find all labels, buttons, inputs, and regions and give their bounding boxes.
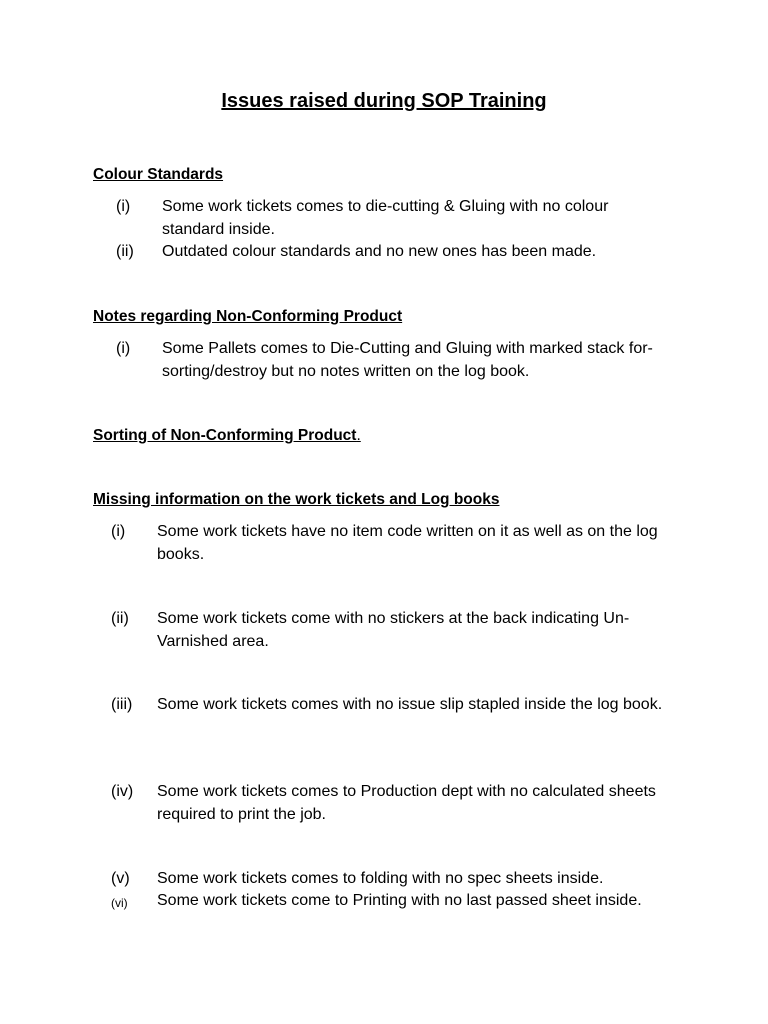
section-heading-colour-standards: Colour Standards [93,166,224,183]
list-item-text: Some work tickets have no item code written on it as well as on the log books. [157,523,658,563]
list-item-number: (i) [111,523,126,540]
section-heading-non-conforming-notes: Notes regarding Non-Conforming Product [93,308,403,325]
section-heading-text: Sorting of Non-Conforming Product [93,427,357,444]
list-item-text: Some work tickets comes to folding with no spec sheets inside. [157,870,604,887]
section-heading-sorting [93,425,361,447]
list-item-text: Some work tickets comes with no issue slip stapled inside the log book. [157,696,663,713]
list-item-text: Some work tickets comes to Production dept with no calculated sheets required to print the job. [157,783,656,823]
list-item-text: Some work tickets come to Printing with no last passed sheet inside. [157,892,642,909]
list-item-number: (ii) [111,610,129,627]
list-item-number: (v) [111,870,130,887]
document-title: Issues raised during SOP Training [221,90,547,112]
list-item-text: Some work tickets comes to die-cutting & Gluing with no colour standard inside. [162,198,609,238]
section-heading-suffix: . [356,427,361,444]
list-item-text: Some work tickets come with no stickers at the back indicating Un-Varnished area. [157,610,630,650]
list-item-text: Outdated colour standards and no new ones has been made. [162,243,597,260]
list-item-number: (i) [116,198,131,215]
list-item-number: (iii) [111,696,133,713]
list-item-number: (iv) [111,783,134,800]
list-item-number: (i) [116,340,131,357]
list-item-text: Some Pallets comes to Die-Cutting and Gluing with marked stack for-sorting/destroy but no notes written on the log book. [162,340,653,380]
list-item-number: (ii) [116,243,134,260]
section-heading-missing-information: Missing information on the work tickets and Log books [93,491,500,508]
list-item-number: (vi) [111,896,128,910]
